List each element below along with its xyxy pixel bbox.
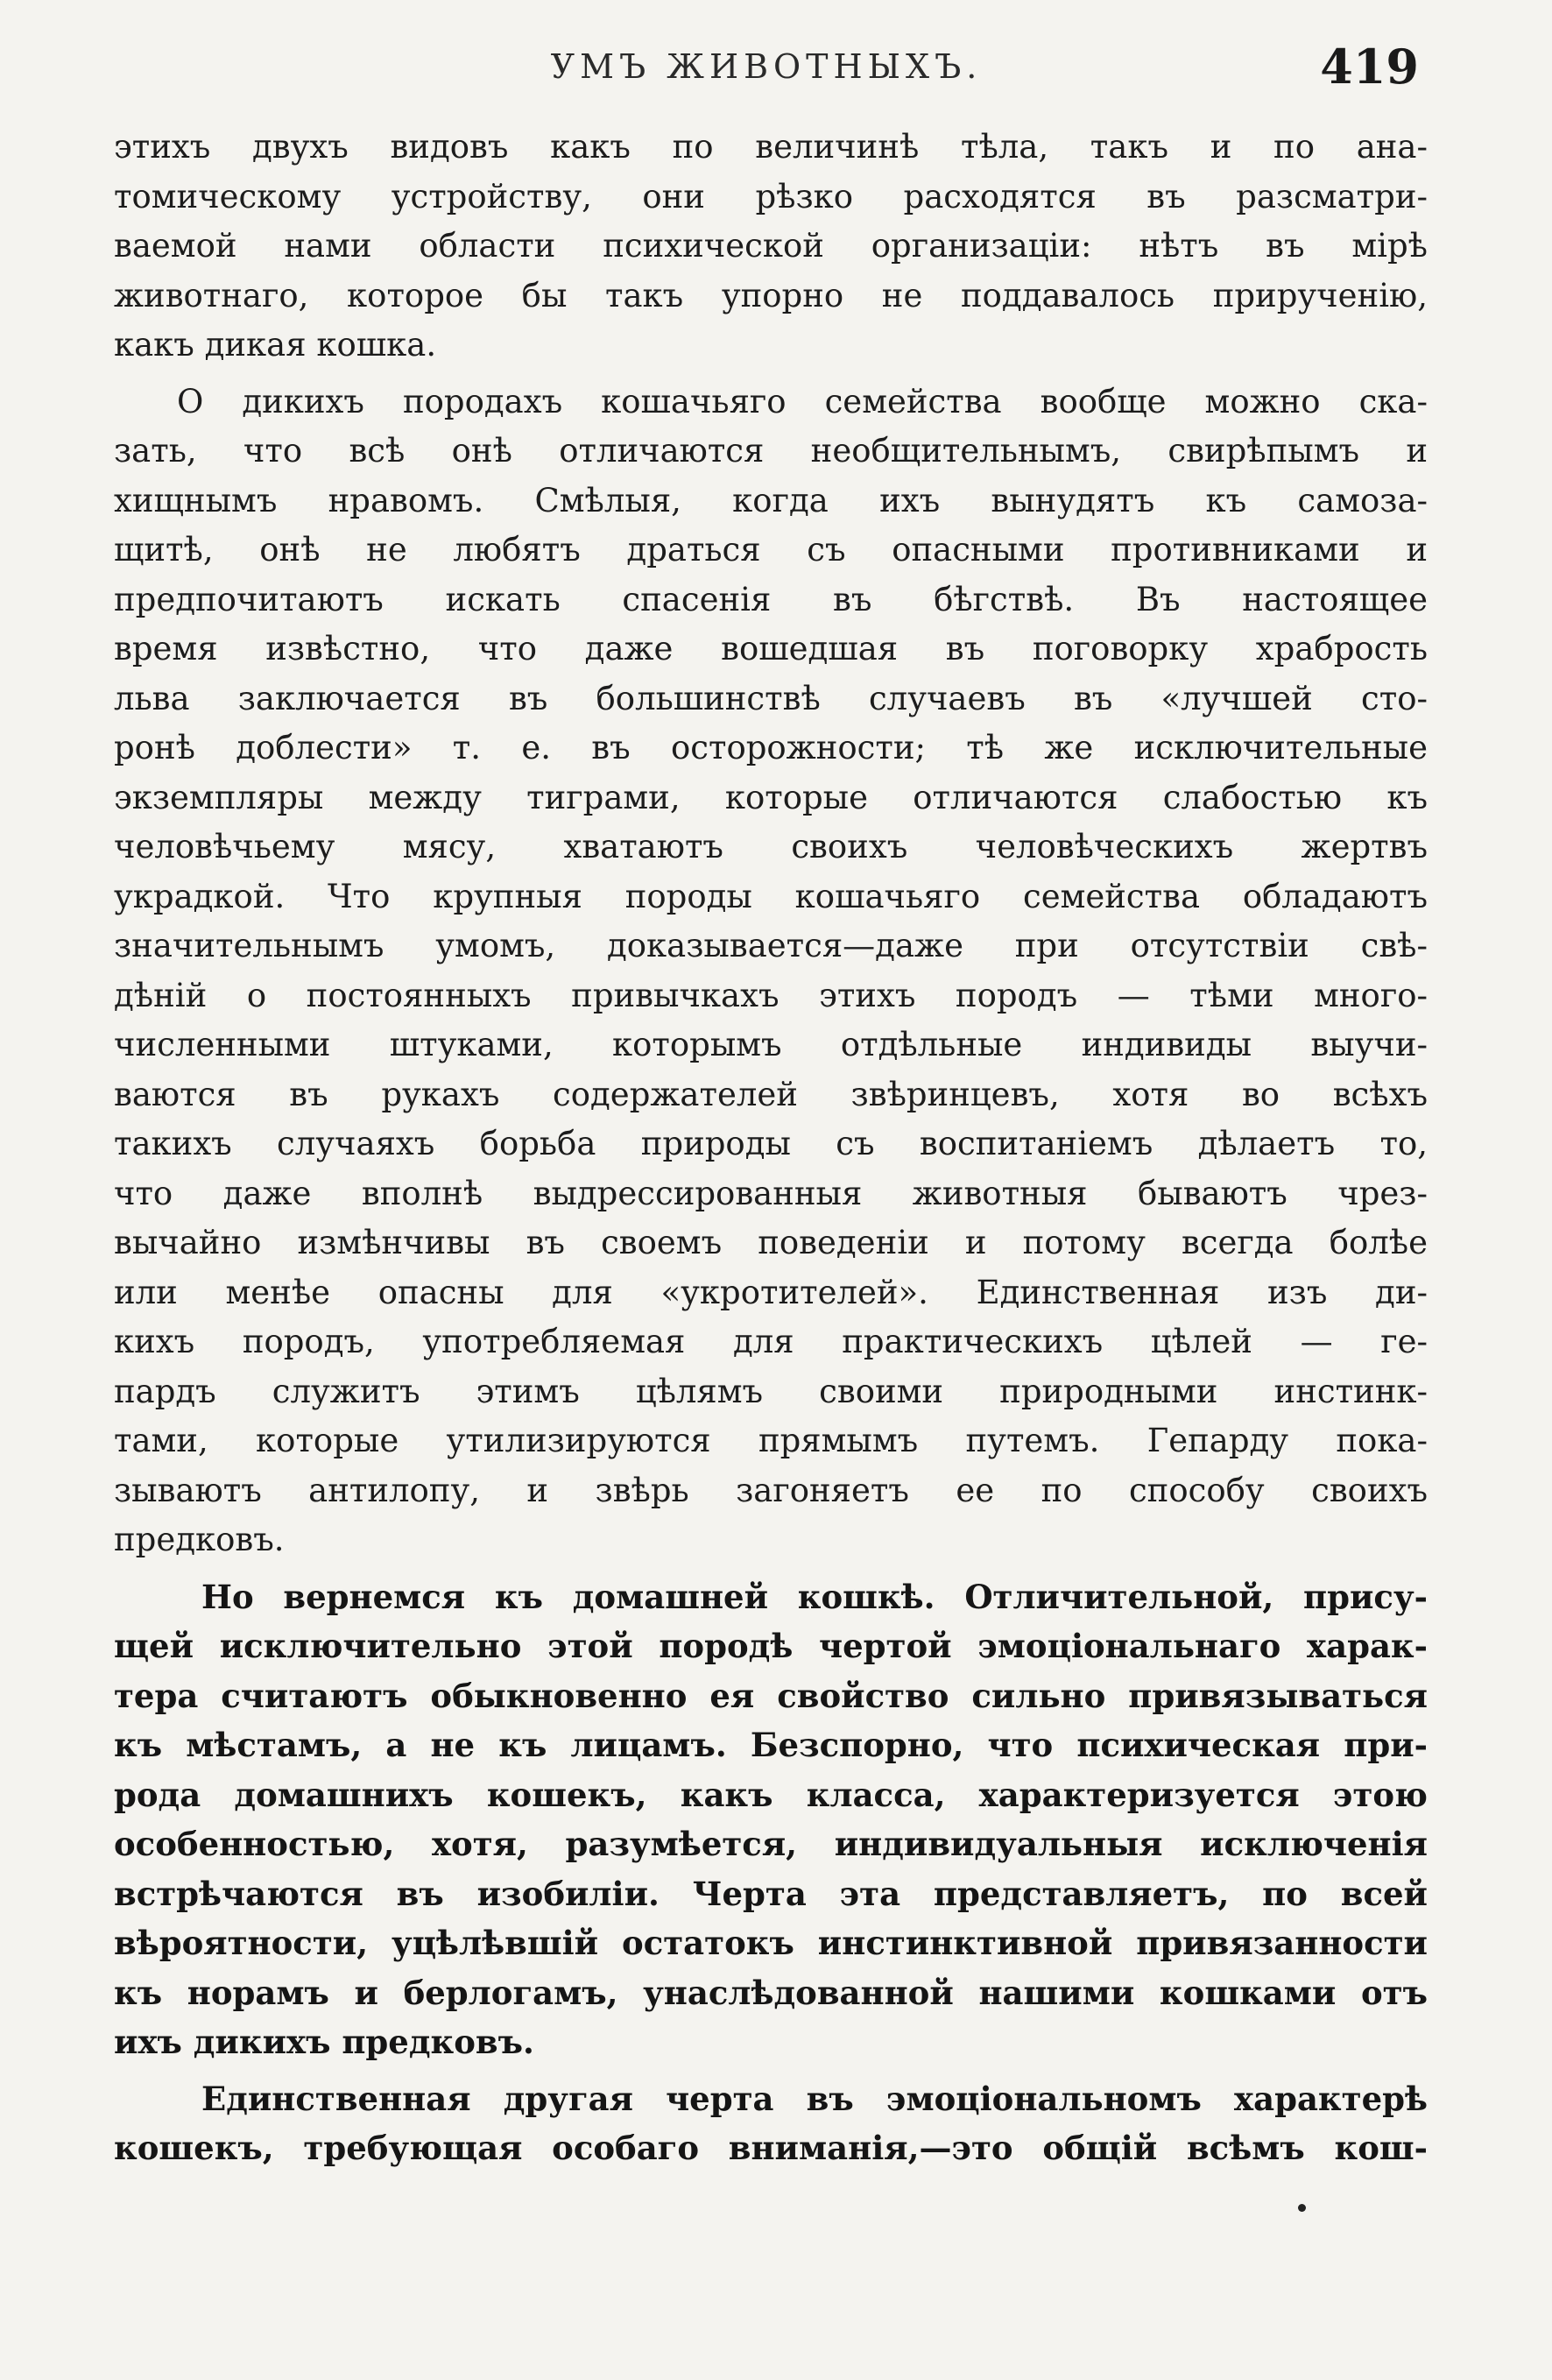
text-line: вычайно измѣнчивы въ своемъ поведеніи и потому всегда болѣе (114, 1224, 1428, 1261)
text-line: хищнымъ нравомъ. Смѣлыя, когда ихъ вынудятъ къ самоза- (114, 481, 1428, 519)
text-line: къ мѣстамъ, а не къ лицамъ. Безспорно, что психическая при- (114, 1726, 1428, 1764)
text-line: дѣній о постоянныхъ привычкахъ этихъ породъ — тѣми много- (114, 976, 1428, 1014)
text-line: человѣчьему мясу, хватаютъ своихъ человѣческихъ жертвъ (114, 828, 1428, 865)
text-line: ихъ дикихъ предковъ. (114, 2023, 534, 2061)
text-line: животнаго, которое бы такъ упорно не поддавалось прирученію, (114, 276, 1428, 314)
text-line: украдкой. Что крупныя породы кошачьяго семейства обладаютъ (114, 877, 1428, 915)
text-line: этихъ двухъ видовъ какъ по величинѣ тѣла, такъ и по ана- (114, 128, 1428, 166)
text-line: экземпляры между тиграми, которые отличаются слабостью къ (114, 778, 1428, 816)
body-text (114, 123, 1428, 2173)
text-line: щитѣ, онѣ не любятъ драться съ опасными противниками и (114, 531, 1428, 569)
text-line: предпочитаютъ искать спасенія въ бѣгствѣ. Въ настоящее (114, 580, 1428, 618)
text-line: тами, которые утилизируются прямымъ путемъ. Гепарду пока- (114, 1422, 1428, 1459)
ink-speck (1298, 2204, 1306, 2212)
text-line: вѣроятности, уцѣлѣвшій остатокъ инстинктивной привязанности (114, 1924, 1428, 1962)
text-line: такихъ случаяхъ борьба природы съ воспитаніемъ дѣлаетъ то, (114, 1125, 1428, 1162)
text-line: что даже вполнѣ выдрессированныя животныя бываютъ чрез- (114, 1174, 1428, 1212)
text-line: ронѣ доблести» т. е. въ осторожности; тѣ же исключительные (114, 729, 1428, 766)
text-line: численными штуками, которымъ отдѣльные индивиды выучи- (114, 1026, 1428, 1063)
text-line: пардъ служитъ этимъ цѣлямъ своими природными инстинк- (114, 1372, 1428, 1410)
paragraph (114, 123, 1428, 371)
text-line: особенностью, хотя, разумѣется, индивидуальныя исключенія (114, 1825, 1428, 1863)
text-line: Но вернемся къ домашней кошкѣ. Отличительной, прису- (201, 1577, 1428, 1616)
text-line: кошекъ, требующая особаго вниманія,—это общій всѣмъ кош- (114, 2129, 1428, 2167)
text-line: зать, что всѣ онѣ отличаются необщительнымъ, свирѣпымъ и (114, 432, 1428, 470)
text-line: время извѣстно, что даже вошедшая въ поговорку храбрость (114, 630, 1428, 667)
text-line: тера считаютъ обыкновенно ея свойство сильно привязываться (114, 1676, 1428, 1715)
text-line: встрѣчаются въ изобиліи. Черта эта представляетъ, по всей (114, 1874, 1428, 1913)
page-number: 419 (1320, 39, 1419, 95)
text-line: рода домашнихъ кошекъ, какъ класса, характеризуется этою (114, 1775, 1428, 1814)
text-line: зываютъ антилопу, и звѣрь загоняетъ ее по способу своихъ (114, 1471, 1428, 1509)
text-line: О дикихъ породахъ кошачьяго семейства вообще можно ска- (177, 382, 1428, 420)
text-line: Единственная другая черта въ эмоціональномъ характерѣ (201, 2079, 1428, 2118)
text-line: или менѣе опасны для «укротителей». Единственная изъ ди- (114, 1273, 1428, 1311)
paragraph (114, 378, 1428, 1565)
text-line: предковъ. (114, 1521, 285, 1558)
text-line: ваемой нами области психической организаціи: нѣтъ въ мірѣ (114, 227, 1428, 265)
running-title: УМЪ ЖИВОТНЫХЪ. (550, 47, 983, 86)
paragraph (114, 1572, 1428, 2067)
text-line: къ норамъ и берлогамъ, унаслѣдованной нашими кошками отъ (114, 1973, 1428, 2012)
text-line: льва заключается въ большинствѣ случаевъ въ «лучшей сто- (114, 679, 1428, 717)
text-line: кихъ породъ, употребляемая для практическихъ цѣлей — ге- (114, 1323, 1428, 1360)
page-header (114, 39, 1419, 100)
text-line: какъ дикая кошка. (114, 326, 437, 364)
paragraph (114, 2074, 1428, 2173)
text-line: значительнымъ умомъ, доказывается—даже при отсутствіи свѣ- (114, 927, 1428, 964)
text-line: томическому устройству, они рѣзко расходятся въ разсматри- (114, 177, 1428, 215)
text-line: ваются въ рукахъ содержателей звѣринцевъ, хотя во всѣхъ (114, 1075, 1428, 1113)
text-line: щей исключительно этой породѣ чертой эмоціональнаго харак- (114, 1627, 1428, 1665)
